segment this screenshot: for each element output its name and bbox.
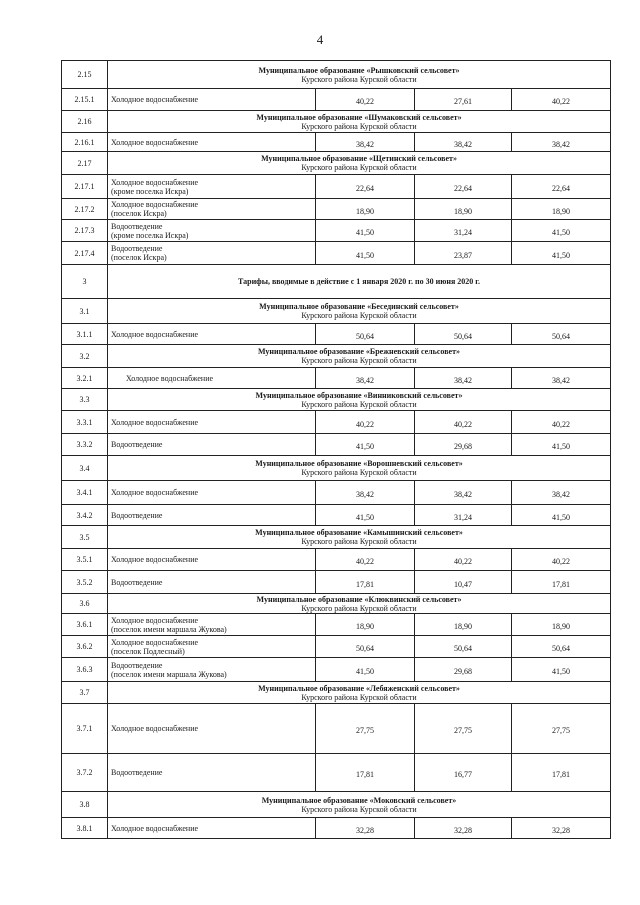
municipality-header-line: Муниципальное образование «Щетинский сельсовет» — [261, 154, 457, 163]
tariff-value-2: 10,47 — [415, 571, 512, 594]
row-code: 3.3.1 — [62, 411, 108, 434]
service-name-line: Холодное водоснабжение — [111, 637, 199, 647]
row-code: 2.17.4 — [62, 242, 108, 265]
municipality-header — [108, 345, 611, 368]
tariff-value-2: 18,90 — [415, 199, 512, 220]
table-row header-row — [62, 111, 611, 133]
municipality-header-line: Курского района Курской области — [301, 311, 417, 320]
service-name — [108, 133, 316, 152]
table-row data-row — [62, 754, 611, 792]
municipality-header-line: Курского района Курской области — [301, 356, 417, 365]
row-code: 3.8.1 — [62, 818, 108, 839]
table-row data-row — [62, 505, 611, 526]
tariff-value-1: 40,22 — [316, 89, 415, 111]
row-code: 3.4 — [62, 456, 108, 481]
tariff-value-2: 27,61 — [415, 89, 512, 111]
table-row data-row — [62, 175, 611, 199]
row-code: 2.17.2 — [62, 199, 108, 220]
tariff-value-1: 40,22 — [316, 411, 415, 434]
tariff-value-3: 17,81 — [512, 571, 611, 594]
municipality-header — [108, 526, 611, 549]
tariff-value-2: 18,90 — [415, 614, 512, 636]
service-name — [108, 658, 316, 682]
service-name — [108, 505, 316, 526]
service-name-line: (поселок имени маршала Жукова) — [111, 669, 227, 679]
row-code: 3.2.1 — [62, 368, 108, 389]
row-code: 2.15 — [62, 61, 108, 89]
table-row data-row — [62, 324, 611, 345]
table-row header-row — [62, 594, 611, 614]
tariff-value-1: 18,90 — [316, 199, 415, 220]
tariff-value-2: 38,42 — [415, 133, 512, 152]
service-name-line: Водоотведение — [111, 768, 163, 777]
service-name-line: Холодное водоснабжение — [111, 724, 199, 733]
tariff-value-1: 32,28 — [316, 818, 415, 839]
page-number: 4 — [316, 32, 324, 47]
row-code: 3.6.3 — [62, 658, 108, 682]
tariff-value-3: 38,42 — [512, 481, 611, 505]
row-code: 3.3 — [62, 389, 108, 411]
municipality-header-line: Муниципальное образование «Рышковский сельсовет» — [258, 65, 460, 75]
row-code: 3.5 — [62, 526, 108, 549]
municipality-header — [108, 111, 611, 133]
municipality-header-line: Муниципальное образование «Ворошневский сельсовет» — [255, 459, 463, 468]
service-name-line: (поселок Искра) — [111, 209, 167, 218]
tariff-value-1: 41,50 — [316, 658, 415, 682]
row-code: 3.2 — [62, 345, 108, 368]
tariff-value-1: 41,50 — [316, 220, 415, 242]
service-name-line: Холодное водоснабжение — [111, 417, 199, 427]
tariff-value-1: 41,50 — [316, 505, 415, 526]
service-name-line: Холодное водоснабжение — [111, 200, 199, 209]
service-name — [108, 571, 316, 594]
table-row header-row — [62, 152, 611, 175]
row-code: 2.15.1 — [62, 89, 108, 111]
tariff-value-3: 41,50 — [512, 242, 611, 265]
tariff-value-1: 38,42 — [316, 368, 415, 389]
tariff-value-3: 41,50 — [512, 434, 611, 456]
municipality-header-line: Муниципальное образование «Камышинский сельсовет» — [255, 528, 463, 537]
tariff-value-2: 27,75 — [415, 704, 512, 754]
municipality-header-line: Курского района Курской области — [301, 603, 417, 613]
table-row data-row — [62, 658, 611, 682]
table-row data-row — [62, 411, 611, 434]
tariff-value-3: 41,50 — [512, 505, 611, 526]
row-code: 3.3.2 — [62, 434, 108, 456]
row-code: 3.5.1 — [62, 549, 108, 571]
service-name — [108, 175, 316, 199]
table-row data-row — [62, 368, 611, 389]
municipality-header-line: Муниципальное образование «Бесединский сельсовет» — [259, 302, 459, 311]
tariff-value-2: 40,22 — [415, 411, 512, 434]
tariff-value-3: 32,28 — [512, 818, 611, 839]
service-name — [108, 411, 316, 434]
municipality-header-line: Муниципальное образование «Винниковский сельсовет» — [255, 390, 463, 400]
table-row data-row — [62, 571, 611, 594]
table-row data-row — [62, 242, 611, 265]
row-code: 3.1 — [62, 299, 108, 324]
row-code: 3.6 — [62, 594, 108, 614]
service-name-line: Водоотведение — [111, 577, 163, 587]
table-row data-row — [62, 89, 611, 111]
service-name-line: Холодное водоснабжение — [111, 329, 199, 339]
tariff-value-2: 22,64 — [415, 175, 512, 199]
service-name — [108, 818, 316, 839]
tariff-value-1: 22,64 — [316, 175, 415, 199]
municipality-header-line: Курского района Курской области — [301, 399, 417, 409]
municipality-header-line: Курского района Курской области — [301, 692, 417, 702]
tariff-value-3: 41,50 — [512, 220, 611, 242]
row-code: 3.7 — [62, 682, 108, 704]
service-name-line: Холодное водоснабжение — [111, 137, 199, 147]
municipality-header-line: Курского района Курской области — [301, 537, 417, 546]
row-code: 3.6.1 — [62, 614, 108, 636]
tariff-value-3: 40,22 — [512, 411, 611, 434]
table-row header-row — [62, 456, 611, 481]
service-name — [108, 199, 316, 220]
service-name-line: Холодное водоснабжение — [111, 555, 199, 564]
municipality-header-line: Курского района Курской области — [301, 468, 417, 477]
tariff-value-3: 50,64 — [512, 324, 611, 345]
tariff-value-2: 50,64 — [415, 636, 512, 658]
row-code: 3.7.1 — [62, 704, 108, 754]
service-name — [108, 242, 316, 265]
tariff-value-3: 41,50 — [512, 658, 611, 682]
municipality-header — [108, 594, 611, 614]
table-row data-row — [62, 636, 611, 658]
tariff-value-1: 41,50 — [316, 242, 415, 265]
row-code: 3.8 — [62, 792, 108, 818]
service-name — [108, 324, 316, 345]
tariff-value-2: 31,24 — [415, 505, 512, 526]
tariff-value-2: 16,77 — [415, 754, 512, 792]
tariff-table — [61, 60, 611, 839]
tariff-value-3: 18,90 — [512, 614, 611, 636]
table-row header-row — [62, 389, 611, 411]
tariff-value-2: 38,42 — [415, 481, 512, 505]
service-name — [108, 220, 316, 242]
tariff-value-1: 38,42 — [316, 481, 415, 505]
service-name — [108, 481, 316, 505]
table-row header-row — [62, 299, 611, 324]
tariff-value-1: 41,50 — [316, 434, 415, 456]
tariff-value-1: 18,90 — [316, 614, 415, 636]
service-name-line: Холодное водоснабжение — [111, 95, 199, 104]
tariff-value-1: 17,81 — [316, 571, 415, 594]
table-row header-row — [62, 526, 611, 549]
municipality-header — [108, 299, 611, 324]
tariff-value-2: 29,68 — [415, 434, 512, 456]
table-row header-row — [62, 345, 611, 368]
municipality-header — [108, 682, 611, 704]
table-row data-row — [62, 133, 611, 152]
tariff-value-3: 27,75 — [512, 704, 611, 754]
service-name-line: Водоотведение — [111, 510, 163, 520]
table-row header-row — [62, 792, 611, 818]
row-code: 2.16.1 — [62, 133, 108, 152]
service-name — [108, 549, 316, 571]
tariff-value-2: 29,68 — [415, 658, 512, 682]
row-code: 3.4.1 — [62, 481, 108, 505]
row-code: 2.17 — [62, 152, 108, 175]
row-code: 3.4.2 — [62, 505, 108, 526]
tariff-value-1: 17,81 — [316, 754, 415, 792]
municipality-header-line: Курского района Курской области — [301, 163, 417, 172]
tariff-value-2: 38,42 — [415, 368, 512, 389]
municipality-header-line: Курского района Курской области — [301, 804, 417, 814]
tariff-value-2: 32,28 — [415, 818, 512, 839]
municipality-header — [108, 456, 611, 481]
tariff-value-3: 38,42 — [512, 133, 611, 152]
table-row data-row — [62, 818, 611, 839]
tariff-value-1: 38,42 — [316, 133, 415, 152]
municipality-header — [108, 152, 611, 175]
municipality-header-line: Муниципальное образование «Клюквинский сельсовет» — [256, 594, 462, 604]
municipality-header — [108, 792, 611, 818]
tariff-value-1: 50,64 — [316, 636, 415, 658]
municipality-header-line: Муниципальное образование «Брежневский сельсовет» — [257, 347, 461, 356]
service-name-line: (поселок Подлесный) — [111, 646, 185, 656]
tariff-value-2: 40,22 — [415, 549, 512, 571]
service-name-line: (кроме поселка Искра) — [111, 230, 189, 240]
tariff-value-1: 40,22 — [316, 549, 415, 571]
tariff-value-3: 22,64 — [512, 175, 611, 199]
service-name-line: Водоотведение — [111, 221, 163, 231]
table-row data-row — [62, 220, 611, 242]
table-row data-row — [62, 481, 611, 505]
service-name-line: Водоотведение — [111, 660, 163, 670]
tariff-value-3: 18,90 — [512, 199, 611, 220]
row-code: 3.5.2 — [62, 571, 108, 594]
tariff-value-2: 23,87 — [415, 242, 512, 265]
service-name — [108, 89, 316, 111]
table-row data-row — [62, 434, 611, 456]
service-name-line: Холодное водоснабжение — [111, 615, 199, 625]
service-name-line: (кроме поселка Искра) — [111, 186, 189, 196]
table-row header-row — [62, 61, 611, 89]
service-name-line: Холодное водоснабжение — [126, 373, 214, 383]
municipality-header-line: Курского района Курской области — [301, 121, 417, 131]
table-row data-row — [62, 704, 611, 754]
row-code: 2.17.1 — [62, 175, 108, 199]
municipality-header — [108, 61, 611, 89]
row-code: 3 — [62, 265, 108, 299]
municipality-header-line: Муниципальное образование «Шумаковский сельсовет» — [256, 112, 462, 122]
row-code: 3.7.2 — [62, 754, 108, 792]
service-name-line: (поселок Искра) — [111, 253, 167, 262]
tariff-value-2: 31,24 — [415, 220, 512, 242]
tariff-value-3: 17,81 — [512, 754, 611, 792]
municipality-header-line: Курского района Курской области — [301, 74, 417, 84]
service-name — [108, 754, 316, 792]
table-row data-row — [62, 199, 611, 220]
tariff-value-1: 27,75 — [316, 704, 415, 754]
service-name-line: Холодное водоснабжение — [111, 823, 199, 833]
table-row section-row — [62, 265, 611, 299]
row-code: 2.17.3 — [62, 220, 108, 242]
service-name — [108, 704, 316, 754]
municipality-header-line: Муниципальное образование «Моковский сельсовет» — [261, 795, 457, 805]
service-name-line: Водоотведение — [111, 244, 163, 253]
service-name — [108, 636, 316, 658]
table-row data-row — [62, 614, 611, 636]
tariff-value-3: 50,64 — [512, 636, 611, 658]
municipality-header — [108, 389, 611, 411]
tariff-value-2: 50,64 — [415, 324, 512, 345]
service-name-line: Холодное водоснабжение — [111, 488, 199, 497]
service-name-line: Водоотведение — [111, 440, 163, 449]
table-row data-row — [62, 549, 611, 571]
service-name — [108, 614, 316, 636]
row-code: 2.16 — [62, 111, 108, 133]
tariff-table-body — [62, 61, 611, 839]
municipality-header-line: Муниципальное образование «Лебяженский сельсовет» — [258, 683, 460, 693]
service-name — [108, 368, 316, 389]
tariff-value-3: 40,22 — [512, 89, 611, 111]
service-name-line: (поселок имени маршала Жукова) — [111, 624, 227, 634]
service-name — [108, 434, 316, 456]
tariff-value-1: 50,64 — [316, 324, 415, 345]
section-title: Тарифы, вводимые в действие с 1 января 2020 г. по 30 июня 2020 г. — [108, 265, 611, 299]
tariff-value-3: 38,42 — [512, 368, 611, 389]
tariff-value-3: 40,22 — [512, 549, 611, 571]
row-code: 3.1.1 — [62, 324, 108, 345]
row-code: 3.6.2 — [62, 636, 108, 658]
service-name-line: Холодное водоснабжение — [111, 177, 199, 187]
table-row header-row — [62, 682, 611, 704]
